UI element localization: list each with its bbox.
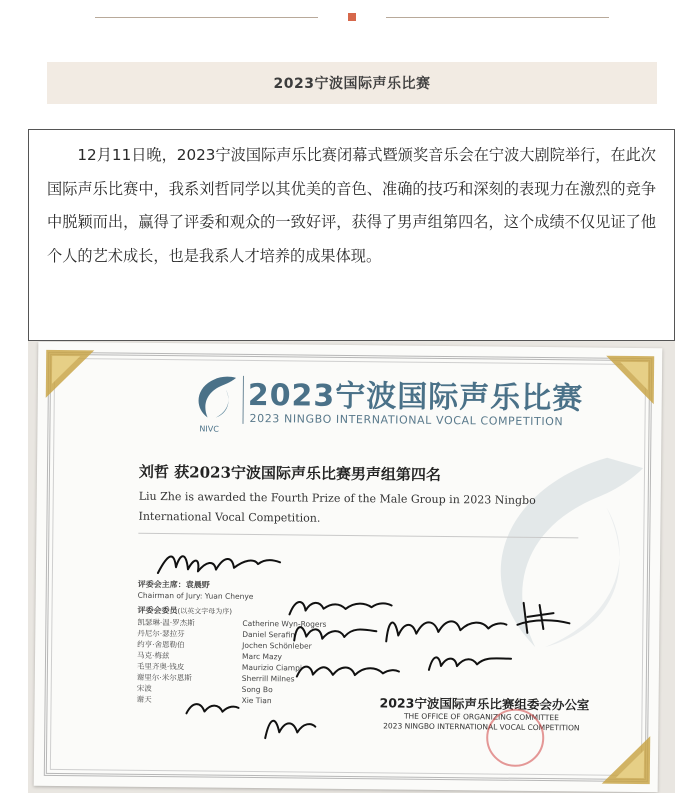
member-row: 凯瑟琳·温·罗杰斯 Catherine Wyn-Rogers	[137, 617, 327, 629]
member-signature-icon	[182, 695, 242, 720]
article-paragraph: 12月11日晚，2023宁波国际声乐比赛闭幕式暨颁奖音乐会在宁波大剧院举行，在此次国际声乐比赛中，我系刘哲同学以其优美的音色、准确的技巧和深刻的表现力在激烈的竞争中脱颖而出，赢得了评委和观众的一致好评，获得了男声组第四名，这个成绩不仅见证了他个人的艺术成长，也是我系人才培养的成果体现。	[47, 146, 656, 265]
certificate-subtitle: 2023 NINGBO INTERNATIONAL VOCAL COMPETITION	[249, 411, 564, 429]
office-english	[381, 711, 581, 733]
member-row: 毛里齐奥·钱皮 Maurizio Ciampi	[136, 661, 303, 673]
member-row: 马克·梅兹 Marc Mazy	[137, 650, 283, 662]
member-row: 谢天 Xie Tian	[136, 694, 272, 706]
member-signature-icon	[293, 656, 403, 687]
jury-chair	[138, 579, 254, 602]
member-signature-icon	[425, 646, 515, 677]
office-english-line1: THE OFFICE OF ORGANIZING COMMITTEE	[403, 711, 559, 723]
certificate-title: 2023宁波国际声乐比赛	[247, 377, 584, 417]
nivc-logo-icon	[185, 373, 242, 436]
article-box	[28, 129, 675, 341]
member-row: 宋波 Song Bo	[136, 683, 273, 695]
member-signature-icon	[513, 599, 573, 640]
top-divider	[0, 0, 700, 40]
corner-ornament-icon	[596, 354, 657, 415]
member-signature-icon	[380, 607, 510, 648]
member-row: 丹尼尔·瑟拉芬 Daniel Serafin	[137, 628, 296, 640]
page-title: 2023宁波国际声乐比赛	[273, 76, 431, 92]
certificate-photo	[28, 341, 675, 793]
award-chinese: 刘哲 获2023宁波国际声乐比赛男声组第四名	[138, 462, 442, 484]
logo-text: NIVC	[199, 424, 219, 434]
divider-dot	[348, 13, 356, 21]
certificate	[34, 342, 663, 793]
corner-ornament-icon	[44, 348, 105, 409]
title-banner	[47, 62, 657, 104]
member-signature-icon	[290, 616, 380, 647]
watermark-logo-icon	[444, 446, 647, 728]
chair-label-en: Chairman of Jury: Yuan Chenye	[137, 590, 254, 602]
corner-ornament-icon	[592, 726, 653, 787]
member-row: 谢里尔·米尔恩斯 Sherrill Milnes	[136, 672, 295, 684]
divider-line-left	[95, 17, 318, 18]
chair-label-cn: 评委会主席：袁晨野	[137, 579, 210, 590]
member-row: 约亨·舍恩勒伯 Jochen Schönleber	[137, 639, 312, 651]
divider-line-right	[386, 17, 609, 18]
members-note: (以英文字母为序)	[177, 607, 233, 616]
office-title: 2023宁波国际声乐比赛组委会办公室	[379, 695, 590, 713]
chairman-signature-icon	[154, 543, 284, 584]
members-label: 评委会委员	[137, 605, 178, 616]
award-english: Liu Zhe is awarded the Fourth Prize of the Male Group in 2023 Ningbo International Vocal Competition.	[138, 489, 536, 525]
office-english-line2: 2023 NINGBO INTERNATIONAL VOCAL COMPETITION	[383, 721, 580, 733]
member-signature-icon	[259, 708, 319, 745]
official-seal-icon	[486, 708, 545, 767]
